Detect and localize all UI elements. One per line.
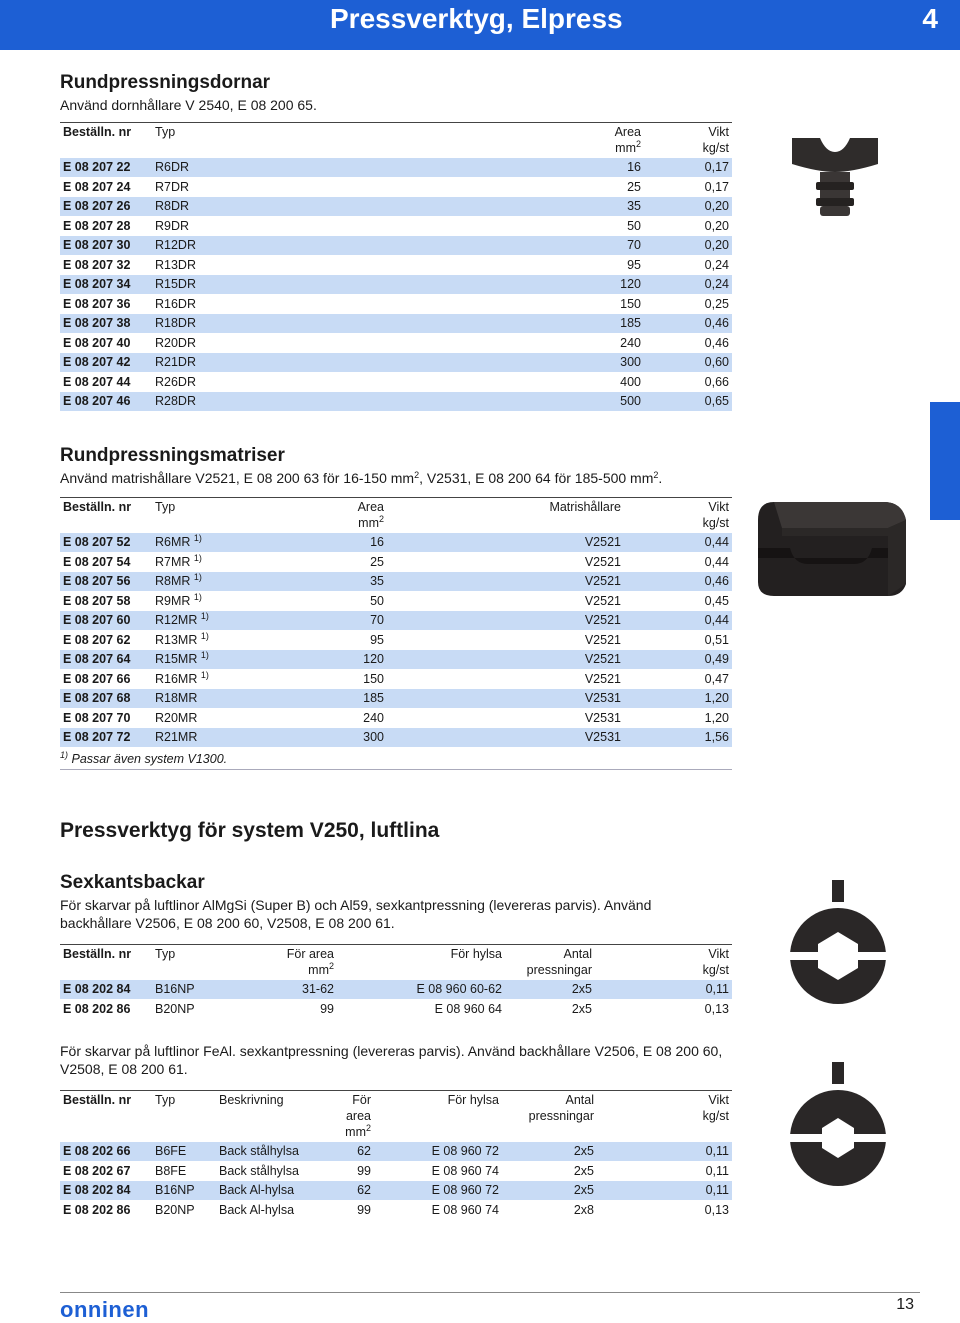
cell-count: 2x5 [505,980,595,999]
section-title: Sexkantsbackar [60,872,205,893]
table-row [60,197,732,217]
cell-area: 300 [582,353,644,373]
cell-holder: V2521 [387,591,624,611]
sexkant-back-image-2 [788,1060,888,1205]
table-row [60,591,732,611]
cell-area: 16 [582,158,644,177]
table-row [60,1200,732,1220]
cell-order: E 08 207 40 [60,333,152,353]
cell-desc: Back stålhylsa [216,1161,326,1181]
cell-area: 95 [302,630,387,650]
cell-order: E 08 202 86 [60,1200,152,1220]
cell-type: B8FE [152,1161,216,1181]
section-title: Rundpressningsdornar [60,72,271,93]
cell-order: E 08 207 22 [60,158,152,177]
cell-area: 62 [326,1142,374,1161]
cell-sleeve: E 08 960 74 [374,1200,502,1220]
cell-type: R21DR [152,353,582,373]
table-row [60,353,732,373]
cell-type: R26DR [152,372,582,392]
cell-order: E 08 202 84 [60,980,152,999]
cell-order: E 08 207 62 [60,630,152,650]
cell-holder: V2521 [387,611,624,631]
table-row [60,275,732,295]
cell-weight: 0,65 [644,392,732,412]
cell-weight: 0,51 [624,630,732,650]
table-header-row [60,123,732,159]
cell-sleeve: E 08 960 64 [337,999,505,1019]
cell-order: E 08 207 30 [60,236,152,256]
col-area: Area $mm^2$ [357,500,384,530]
table-row [60,1181,732,1201]
section-description: För skarvar på luftlinor FeAl. sexkantpressning (levereras parvis). Använd backhållare V2506, E 08 200 60, V2508, E 08 200 61. [60,1043,723,1077]
table-row [60,314,732,334]
table-row [60,158,732,177]
cell-order: E 08 202 67 [60,1161,152,1181]
cell-area: 185 [302,689,387,709]
cell-area: 35 [302,572,387,592]
cell-weight: 0,20 [644,197,732,217]
cell-order: E 08 207 34 [60,275,152,295]
cell-weight: 0,44 [624,552,732,572]
chapter-number: 4 [922,3,938,34]
table-row [60,669,732,689]
cell-holder: V2521 [387,572,624,592]
cell-type: R21MR [152,728,302,748]
table-row [60,236,732,256]
col-area: Area $mm^2$ [614,125,641,155]
table-row [60,372,732,392]
matris-product-image [752,492,912,602]
table-header-row [60,498,732,534]
cell-weight: 0,25 [644,294,732,314]
cell-type: R9DR [152,216,582,236]
cell-area: 120 [302,650,387,670]
cell-order: E 08 202 66 [60,1142,152,1161]
cell-type: R15DR [152,275,582,295]
cell-type: R13DR [152,255,582,275]
col-count: Antal pressningar [528,1093,594,1123]
cell-type: R8MR $^{1)}$ [152,572,302,592]
cell-weight: 0,11 [595,980,732,999]
cell-type: R9MR $^{1)}$ [152,591,302,611]
col-type: Typ [155,1093,176,1107]
section-feal [60,1040,732,1220]
cell-area: 31-62 [252,980,337,999]
dorn-product-image [790,130,880,225]
cell-order: E 08 207 56 [60,572,152,592]
main-heading: Pressverktyg för system V250, luftlina [60,819,440,842]
cell-weight: 0,11 [597,1142,732,1161]
cell-order: E 08 207 24 [60,177,152,197]
cell-type: B20NP [152,999,252,1019]
section-description: Använd dornhållare V 2540, E 08 200 65. [60,97,317,113]
cell-holder: V2531 [387,689,624,709]
col-type: Typ [155,500,176,514]
cell-type: R6MR $^{1)}$ [152,533,302,552]
cell-holder: V2531 [387,728,624,748]
cell-sleeve: E 08 960 72 [374,1142,502,1161]
table-row [60,650,732,670]
cell-type: R8DR [152,197,582,217]
table-row [60,177,732,197]
col-order: Beställn. nr [63,1093,132,1107]
cell-type: R18MR [152,689,302,709]
col-count: Antal pressningar [526,947,592,977]
table-row [60,294,732,314]
matriser-table [60,497,732,748]
section-pressverktyg-v250 [60,818,732,1019]
cell-order: E 08 207 42 [60,353,152,373]
cell-type: R6DR [152,158,582,177]
cell-weight: 0,44 [624,611,732,631]
cell-area: 240 [582,333,644,353]
col-holder: Matrishållare [549,500,621,514]
cell-holder: V2521 [387,552,624,572]
cell-weight: 0,44 [624,533,732,552]
cell-type: R15MR $^{1)}$ [152,650,302,670]
col-sleeve: För hylsa [447,1093,499,1107]
cell-weight: 0,47 [624,669,732,689]
cell-type: R13MR $^{1)}$ [152,630,302,650]
cell-order: E 08 207 32 [60,255,152,275]
table-row [60,611,732,631]
table-row [60,216,732,236]
cell-weight: 0,46 [644,314,732,334]
cell-weight: 0,11 [597,1181,732,1201]
cell-weight: 0,17 [644,177,732,197]
table-row [60,980,732,999]
table-row [60,333,732,353]
cell-weight: 0,20 [644,236,732,256]
cell-area: 150 [302,669,387,689]
table-row [60,689,732,709]
chapter-side-tab [930,402,960,520]
cell-weight: 0,17 [644,158,732,177]
cell-area: 99 [326,1200,374,1220]
cell-holder: V2521 [387,650,624,670]
table-header-row [60,1091,732,1143]
footer-divider [60,1292,920,1293]
cell-area: 70 [302,611,387,631]
cell-area: 300 [302,728,387,748]
table-row [60,1142,732,1161]
cell-order: E 08 207 54 [60,552,152,572]
cell-order: E 08 207 52 [60,533,152,552]
cell-weight: 0,49 [624,650,732,670]
table-row [60,630,732,650]
cell-order: E 08 207 36 [60,294,152,314]
cell-order: E 08 207 70 [60,708,152,728]
cell-count: 2x5 [502,1161,597,1181]
cell-type: R12MR $^{1)}$ [152,611,302,631]
cell-type: R28DR [152,392,582,412]
cell-sleeve: E 08 960 72 [374,1181,502,1201]
col-type: Typ [155,947,176,961]
cell-order: E 08 207 72 [60,728,152,748]
col-order: Beställn. nr [63,500,132,514]
cell-weight: 1,56 [624,728,732,748]
cell-type: R20DR [152,333,582,353]
cell-area: 95 [582,255,644,275]
cell-type: R16DR [152,294,582,314]
section-rundpressningsdornar [60,72,732,412]
section-description: För skarvar på luftlinor AlMgSi (Super B) och Al59, sexkantpressning (levereras parvis). Använd backhållare V2506, E 08 200 60, V2508, E 08 200 61. [60,897,652,931]
table-row [60,999,732,1019]
cell-order: E 08 207 66 [60,669,152,689]
section-rundpressningsmatriser [60,445,732,770]
cell-order: E 08 207 64 [60,650,152,670]
table-row [60,533,732,552]
cell-order: E 08 207 26 [60,197,152,217]
cell-weight: 1,20 [624,708,732,728]
page-title: Pressverktyg, Elpress [330,3,623,34]
cell-order: E 08 202 84 [60,1181,152,1201]
cell-area: 99 [326,1161,374,1181]
col-area: För area $mm^2$ [345,1093,371,1139]
cell-count: 2x5 [505,999,595,1019]
cell-type: R20MR [152,708,302,728]
cell-weight: 0,24 [644,255,732,275]
table-row [60,255,732,275]
cell-weight: 0,13 [597,1200,732,1220]
cell-sleeve: E 08 960 74 [374,1161,502,1181]
cell-order: E 08 207 68 [60,689,152,709]
table-row [60,1161,732,1181]
sexkant-table-1 [60,944,732,1019]
cell-weight: 0,46 [624,572,732,592]
cell-weight: 0,13 [595,999,732,1019]
cell-area: 120 [582,275,644,295]
cell-order: E 08 202 86 [60,999,152,1019]
cell-type: B6FE [152,1142,216,1161]
cell-weight: 0,20 [644,216,732,236]
cell-order: E 08 207 58 [60,591,152,611]
cell-count: 2x5 [502,1181,597,1201]
dornar-table [60,122,732,412]
cell-weight: 0,60 [644,353,732,373]
onninen-logo: onninen [60,1297,150,1322]
cell-weight: 0,11 [597,1161,732,1181]
cell-sleeve: E 08 960 60-62 [337,980,505,999]
col-order: Beställn. nr [63,125,132,139]
cell-desc: Back Al-hylsa [216,1181,326,1201]
cell-type: R7DR [152,177,582,197]
cell-area: 99 [252,999,337,1019]
section-title: Rundpressningsmatriser [60,445,285,466]
cell-type: R16MR $^{1)}$ [152,669,302,689]
cell-area: 240 [302,708,387,728]
col-weight: Vikt kg/st [702,125,729,155]
cell-type: R12DR [152,236,582,256]
cell-count: 2x5 [502,1142,597,1161]
cell-area: 16 [302,533,387,552]
cell-desc: Back stålhylsa [216,1142,326,1161]
footnote: $^{1)}$ Passar även system V1300. [60,751,732,770]
cell-weight: 0,24 [644,275,732,295]
cell-holder: V2521 [387,630,624,650]
col-weight: Vikt kg/st [702,500,729,530]
cell-order: E 08 207 60 [60,611,152,631]
cell-area: 400 [582,372,644,392]
cell-holder: V2531 [387,708,624,728]
table-header-row [60,945,732,981]
cell-order: E 08 207 46 [60,392,152,412]
sexkant-table-2 [60,1090,732,1220]
cell-area: 25 [582,177,644,197]
col-type: Typ [155,125,176,139]
col-order: Beställn. nr [63,947,132,961]
table-row [60,392,732,412]
cell-type: B16NP [152,980,252,999]
cell-weight: 1,20 [624,689,732,709]
cell-area: 150 [582,294,644,314]
cell-area: 35 [582,197,644,217]
page-number: 13 [896,1296,914,1313]
cell-holder: V2521 [387,533,624,552]
col-weight: Vikt kg/st [702,1093,729,1123]
cell-order: E 08 207 38 [60,314,152,334]
table-row [60,552,732,572]
cell-type: R7MR $^{1)}$ [152,552,302,572]
cell-type: B20NP [152,1200,216,1220]
cell-weight: 0,46 [644,333,732,353]
col-area: För area $mm^2$ [286,947,334,977]
cell-weight: 0,66 [644,372,732,392]
table-row [60,728,732,748]
cell-count: 2x8 [502,1200,597,1220]
cell-desc: Back Al-hylsa [216,1200,326,1220]
col-sleeve: För hylsa [450,947,502,961]
cell-area: 500 [582,392,644,412]
cell-area: 50 [582,216,644,236]
cell-area: 70 [582,236,644,256]
table-row [60,572,732,592]
col-weight: Vikt kg/st [702,947,729,977]
cell-area: 25 [302,552,387,572]
sexkant-back-image-1 [788,878,888,1028]
cell-area: 62 [326,1181,374,1201]
cell-order: E 08 207 28 [60,216,152,236]
cell-holder: V2521 [387,669,624,689]
cell-type: R18DR [152,314,582,334]
section-description: Använd matrishållare V2521, E 08 200 63 för 16-150 $mm^2$, V2531, E 08 200 64 för 185-500 $mm^2$. [60,470,663,486]
cell-area: 185 [582,314,644,334]
cell-weight: 0,45 [624,591,732,611]
col-desc: Beskrivning [219,1093,284,1107]
cell-type: B16NP [152,1181,216,1201]
cell-area: 50 [302,591,387,611]
cell-order: E 08 207 44 [60,372,152,392]
table-row [60,708,732,728]
